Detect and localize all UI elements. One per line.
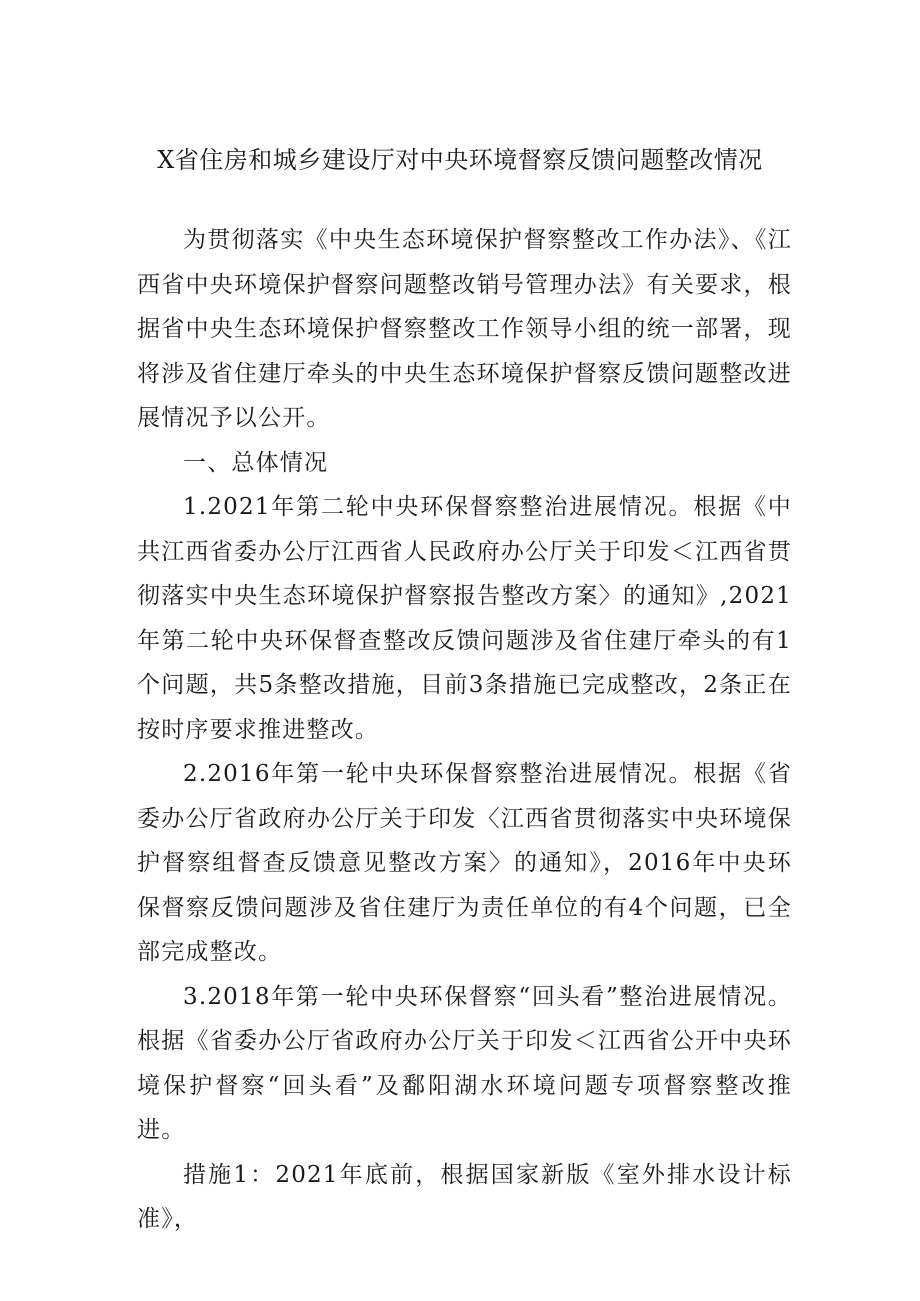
section-heading-overall: 一、总体情况: [183, 449, 329, 476]
document-title: X省住房和城乡建设厅对中央环境督察反馈问题整改情况: [157, 146, 763, 174]
paragraph-item-1: 1.2021年第二轮中央环保督察整治进展情况。根据《中共江西省委办公厅江西省人民政府办公厅关于印发＜江西省贯彻落实中央生态环境保护督察报告整改方案〉的通知》,2021年第二轮中央环保督查整改反馈问题涉及省住建厅牵头的有1个问题，共5条整改措施，目前3条措施已完成整改，2条正在按时序要求推进整改。: [137, 494, 792, 743]
paragraph-item-3: 3.2018年第一轮中央环保督察“回头看”整治进展情况。根据《省委办公厅省政府办公厅关于印发＜江西省公开中央环境保护督察“回头看”及鄱阳湖水环境问题专项督察整改推进。: [137, 983, 792, 1143]
paragraph-measure-1: 措施1：2021年底前，根据国家新版《室外排水设计标准》，: [137, 1161, 792, 1232]
paragraph-intro: 为贯彻落实《中央生态环境保护督察整改工作办法》、《江西省中央环境保护督察问题整改销号管理办法》有关要求，根据省中央生态环境保护督察整改工作领导小组的统一部署，现将涉及省住建厅牵头的中央生态环境保护督察反馈问题整改进展情况予以公开。: [137, 227, 792, 431]
document-body: [137, 218, 792, 1242]
paragraph-item-2: 2.2016年第一轮中央环保督察整治进展情况。根据《省委办公厅省政府办公厅关于印发〈江西省贯彻落实中央环境保护督察组督查反馈意见整改方案〉的通知》，2016年中央环保督察反馈问题涉及省住建厅为责任单位的有4个问题，已全部完成整改。: [137, 761, 792, 965]
